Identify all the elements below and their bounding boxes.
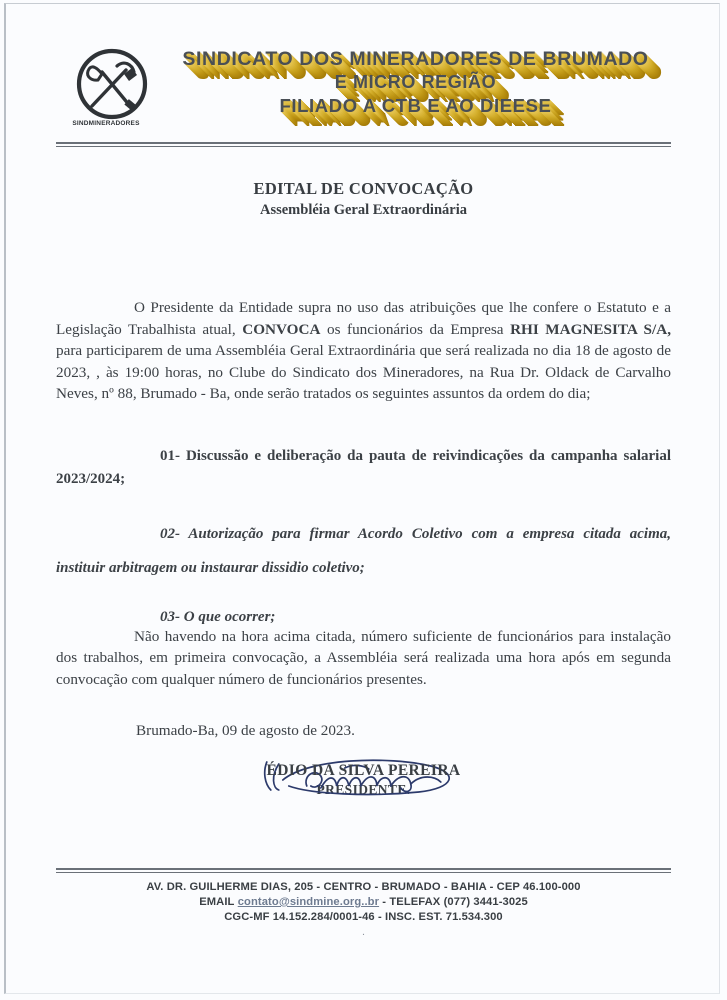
agenda-item-03: 03- O que ocorrer; — [160, 608, 276, 625]
opening-bold-convoca: CONVOCA — [242, 320, 321, 338]
signatory-name: ÉDIO DA SILVA PEREIRA — [266, 762, 461, 779]
signature-block — [56, 762, 671, 798]
footer-divider — [56, 868, 671, 873]
opening-paragraph — [56, 297, 671, 405]
footer-registration: CGC-MF 14.152.284/0001-46 - INSC. EST. 71.534.300 — [224, 911, 503, 923]
opening-part-3: para participarem de uma Assembléia Geral Extraordinária que será realizada no dia 18 de agosto de 2023, , às 19:00 horas, no Clube do Sindicato dos Mineradores, na Rua Dr. Oldack de Carvalho Neves, nº 88, Brumado - Ba, onde serão tratados os seguintes assuntos da ordem do dia; — [56, 342, 671, 402]
letterhead — [56, 44, 671, 136]
date-line: Brumado-Ba, 09 de agosto de 2023. — [136, 722, 355, 739]
footer-address: AV. DR. GUILHERME DIAS, 205 - CENTRO - BRUMADO - BAHIA - CEP 46.100-000 — [146, 881, 581, 893]
footer-contact — [56, 895, 671, 910]
masthead-line-1: SINDICATO DOS MINERADORES DE BRUMADO — [182, 48, 649, 70]
header-divider — [56, 142, 671, 147]
page-footer — [56, 862, 671, 938]
masthead-line-3: FILIADO A CTB E AO DIEESE — [279, 95, 552, 116]
footer-stray-mark: . — [362, 927, 365, 938]
masthead — [160, 48, 671, 117]
agenda-item-01: 01- Discussão e deliberação da pauta de reivindicações da campanha salarial 2023/2024; — [56, 447, 671, 487]
closing-paragraph: Não havendo na hora acima citada, número suficiente de funcionários para instalação dos trabalhos, em primeira convocação, a Assembléia será realizada uma hora após em segunda convocação com qualquer número de funcionários presentes. — [56, 627, 671, 688]
footer-telefax: - TELEFAX (077) 3441-3025 — [379, 896, 528, 908]
footer-email-link[interactable]: contato@sindmine.org..br — [237, 896, 380, 908]
document-body — [56, 297, 671, 798]
opening-part-2: os funcionários da Empresa — [320, 320, 511, 338]
footer-email-label: EMAIL — [199, 896, 235, 908]
signatory-role: PRESIDENTE. — [316, 782, 411, 797]
logo-caption: SINDMINERADORES — [72, 120, 140, 127]
page-title: EDITAL DE CONVOCAÇÃO — [253, 179, 474, 198]
page-subtitle: Assembléia Geral Extraordinária — [259, 202, 467, 218]
agenda-item-02: 02- Autorização para firmar Acordo Coletivo com a empresa citada acima, instituir arbitragem ou instaurar dissidio coletivo; — [56, 525, 671, 576]
opening-part-1: O Presidente da Entidade supra no uso das atribuições que lhe confere o Estatuto e a Legislação Trabalhista atual, — [56, 299, 671, 338]
masthead-line-2: E MICRO REGIÃO — [334, 72, 497, 92]
opening-bold-company: RHI MAGNESITA S/A, — [510, 320, 671, 338]
